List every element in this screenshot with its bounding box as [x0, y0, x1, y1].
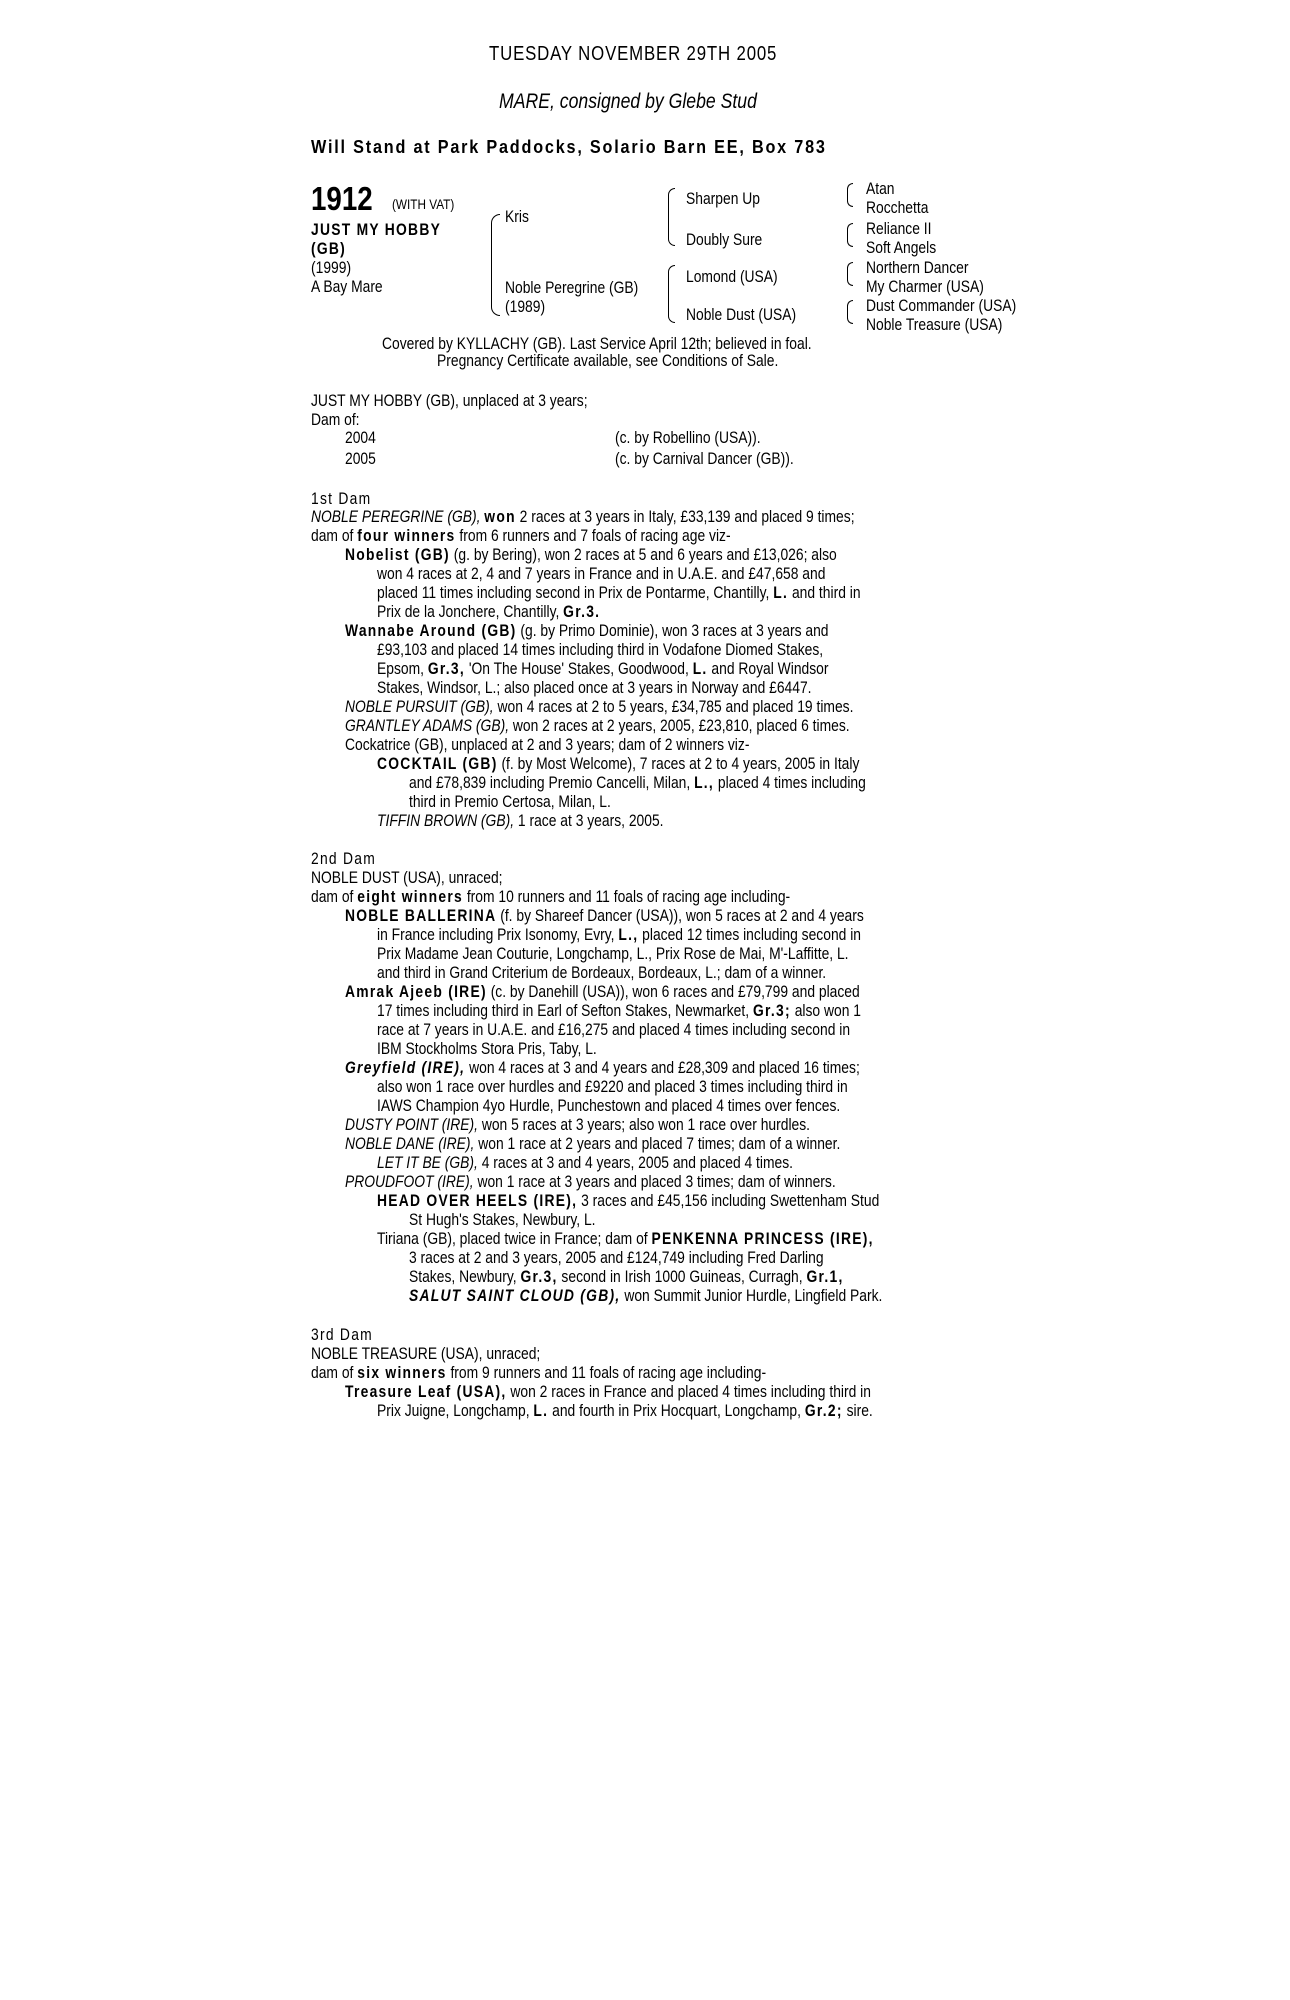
nobelist-line-2: won 4 races at 2, 4 and 7 years in France and in U.A.E. and £47,658 and	[377, 565, 826, 583]
produce-detail-1: (c. by Robellino (USA)).	[615, 429, 761, 447]
tiriana-line-2: 3 races at 2 and 3 years, 2005 and £124,749 including Fred Darling	[409, 1249, 824, 1267]
pedigree-brace-2b	[668, 265, 675, 323]
second-dam-line-2: dam of eight winners from 10 runners and 11 foals of racing age including-	[311, 888, 791, 906]
salut-saint-cloud-line: SALUT SAINT CLOUD (GB), won Summit Junior Hurdle, Lingfield Park.	[409, 1287, 883, 1305]
dam-year: (1989)	[505, 298, 546, 316]
noble-ballerina-line-2: in France including Prix Isonomy, Evry, L., placed 12 times including second in	[377, 926, 861, 944]
second-dam-line-1: NOBLE DUST (USA), unraced;	[311, 869, 503, 887]
third-dam-line-2: dam of six winners from 9 runners and 11 foals of racing age including-	[311, 1364, 767, 1382]
lot-number: 1912	[311, 180, 373, 217]
tiffin-brown-line: TIFFIN BROWN (GB), 1 race at 3 years, 2005.	[377, 812, 664, 830]
first-dam-heading: 1st Dam	[311, 490, 372, 508]
greyfield-line-1: Greyfield (IRE), won 4 races at 3 and 4 years and £28,309 and placed 16 times;	[345, 1059, 860, 1077]
pedigree-brace-3b	[847, 223, 853, 247]
greyfield-line-2: also won 1 race over hurdles and £9220 and placed 3 times including third in	[377, 1078, 848, 1096]
dam-sire: Lomond (USA)	[686, 268, 778, 286]
wannabe-line-2: £93,103 and placed 14 times including third in Vodafone Diomed Stakes,	[377, 641, 824, 659]
produce-intro: JUST MY HOBBY (GB), unplaced at 3 years;	[311, 392, 588, 410]
let-it-be-line: LET IT BE (GB), 4 races at 3 and 4 years, 2005 and placed 4 times.	[377, 1154, 794, 1172]
first-dam-line-1: NOBLE PEREGRINE (GB), won 2 races at 3 years in Italy, £33,139 and placed 9 times;	[311, 508, 855, 526]
wannabe-line-1: Wannabe Around (GB) (g. by Primo Dominie), won 3 races at 3 years and	[345, 622, 829, 640]
amrak-ajeeb-line-3: race at 7 years in U.A.E. and £16,275 and placed 4 times including second in	[377, 1021, 851, 1039]
sale-date: TUESDAY NOVEMBER 29TH 2005	[489, 43, 778, 65]
pregnancy-line: Pregnancy Certificate available, see Conditions of Sale.	[437, 352, 779, 370]
wannabe-line-3: Epsom, Gr.3, 'On The House' Stakes, Goodwood, L. and Royal Windsor	[377, 660, 829, 678]
pedigree-brace-1	[491, 214, 500, 316]
treasure-leaf-line-2: Prix Juigne, Longchamp, L. and fourth in Prix Hocquart, Longchamp, Gr.2; sire.	[377, 1402, 873, 1420]
third-dam-line-1: NOBLE TREASURE (USA), unraced;	[311, 1345, 541, 1363]
cocktail-line-3: third in Premio Certosa, Milan, L.	[409, 793, 611, 811]
tiriana-line-1: Tiriana (GB), placed twice in France; dam of PENKENNA PRINCESS (IRE),	[377, 1230, 874, 1248]
covered-line: Covered by KYLLACHY (GB). Last Service April 12th; believed in foal.	[382, 335, 812, 353]
pedigree-brace-3c	[847, 262, 853, 286]
produce-detail-2: (c. by Carnival Dancer (GB)).	[615, 450, 794, 468]
head-over-heels-line-2: St Hugh's Stakes, Newbury, L.	[409, 1211, 596, 1229]
dam-name: Noble Peregrine (GB)	[505, 279, 639, 297]
pedigree-brace-2a	[668, 188, 675, 246]
noble-ballerina-line-4: and third in Grand Criterium de Bordeaux, Bordeaux, L.; dam of a winner.	[377, 964, 827, 982]
noble-pursuit-line: NOBLE PURSUIT (GB), won 4 races at 2 to 5 years, £34,785 and placed 19 times.	[345, 698, 854, 716]
sire-sire: Sharpen Up	[686, 190, 760, 208]
third-dam-heading: 3rd Dam	[311, 1326, 373, 1344]
amrak-ajeeb-line-1: Amrak Ajeeb (IRE) (c. by Danehill (USA)), won 6 races and £79,799 and placed	[345, 983, 860, 1001]
produce-year-2: 2005	[345, 450, 376, 468]
grandparent-3: Reliance II	[866, 220, 932, 238]
dusty-point-line: DUSTY POINT (IRE), won 5 races at 3 years; also won 1 race over hurdles.	[345, 1116, 811, 1134]
amrak-ajeeb-line-2: 17 times including third in Earl of Sefton Stakes, Newmarket, Gr.3; also won 1	[377, 1002, 861, 1020]
grandparent-8: Noble Treasure (USA)	[866, 316, 1003, 334]
nobelist-line-3: placed 11 times including second in Prix de Pontarme, Chantilly, L. and third in	[377, 584, 861, 602]
stand-location: Will Stand at Park Paddocks, Solario Barn EE, Box 783	[311, 137, 827, 157]
first-dam-line-2: dam of four winners from 6 runners and 7 foals of racing age viz-	[311, 527, 731, 545]
grandparent-5: Northern Dancer	[866, 259, 969, 277]
sire-dam: Doubly Sure	[686, 231, 763, 249]
nobelist-line-4: Prix de la Jonchere, Chantilly, Gr.3.	[377, 603, 601, 621]
horse-country: (GB)	[311, 240, 347, 258]
consignment-line: MARE, consigned by Glebe Stud	[499, 90, 757, 113]
sire-name: Kris	[505, 208, 529, 226]
dam-dam: Noble Dust (USA)	[686, 306, 797, 324]
wannabe-line-4: Stakes, Windsor, L.; also placed once at 3 years in Norway and £6447.	[377, 679, 812, 697]
dam-of-label: Dam of:	[311, 411, 360, 429]
noble-ballerina-line-1: NOBLE BALLERINA (f. by Shareef Dancer (USA)), won 5 races at 2 and 4 years	[345, 907, 864, 925]
noble-dane-line: NOBLE DANE (IRE), won 1 race at 2 years and placed 7 times; dam of a winner.	[345, 1135, 841, 1153]
grandparent-4: Soft Angels	[866, 239, 937, 257]
second-dam-heading: 2nd Dam	[311, 850, 377, 868]
greyfield-line-3: IAWS Champion 4yo Hurdle, Punchestown and placed 4 times over fences.	[377, 1097, 841, 1115]
cocktail-line-1: COCKTAIL (GB) (f. by Most Welcome), 7 races at 2 to 4 years, 2005 in Italy	[377, 755, 860, 773]
horse-year: (1999)	[311, 259, 352, 277]
proudfoot-line: PROUDFOOT (IRE), won 1 race at 3 years and placed 3 times; dam of winners.	[345, 1173, 836, 1191]
pedigree-brace-3a	[847, 183, 853, 207]
grandparent-6: My Charmer (USA)	[866, 278, 984, 296]
grantley-adams-line: GRANTLEY ADAMS (GB), won 2 races at 2 years, 2005, £23,810, placed 6 times.	[345, 717, 850, 735]
amrak-ajeeb-line-4: IBM Stockholms Stora Pris, Taby, L.	[377, 1040, 597, 1058]
pedigree-brace-3d	[847, 300, 853, 324]
horse-description: A Bay Mare	[311, 278, 383, 296]
cocktail-line-2: and £78,839 including Premio Cancelli, Milan, L., placed 4 times including	[409, 774, 866, 792]
head-over-heels-line-1: HEAD OVER HEELS (IRE), 3 races and £45,156 including Swettenham Stud	[377, 1192, 880, 1210]
horse-name: JUST MY HOBBY	[311, 221, 442, 239]
nobelist-line-1: Nobelist (GB) (g. by Bering), won 2 races at 5 and 6 years and £13,026; also	[345, 546, 837, 564]
grandparent-2: Rocchetta	[866, 199, 929, 217]
treasure-leaf-line-1: Treasure Leaf (USA), won 2 races in France and placed 4 times including third in	[345, 1383, 871, 1401]
vat-note: (WITH VAT)	[392, 196, 455, 212]
cockatrice-line: Cockatrice (GB), unplaced at 2 and 3 years; dam of 2 winners viz-	[345, 736, 750, 754]
produce-year-1: 2004	[345, 429, 376, 447]
grandparent-1: Atan	[866, 180, 895, 198]
tiriana-line-3: Stakes, Newbury, Gr.3, second in Irish 1000 Guineas, Curragh, Gr.1,	[409, 1268, 844, 1286]
noble-ballerina-line-3: Prix Madame Jean Couturie, Longchamp, L., Prix Rose de Mai, M'-Laffitte, L.	[377, 945, 849, 963]
grandparent-7: Dust Commander (USA)	[866, 297, 1017, 315]
